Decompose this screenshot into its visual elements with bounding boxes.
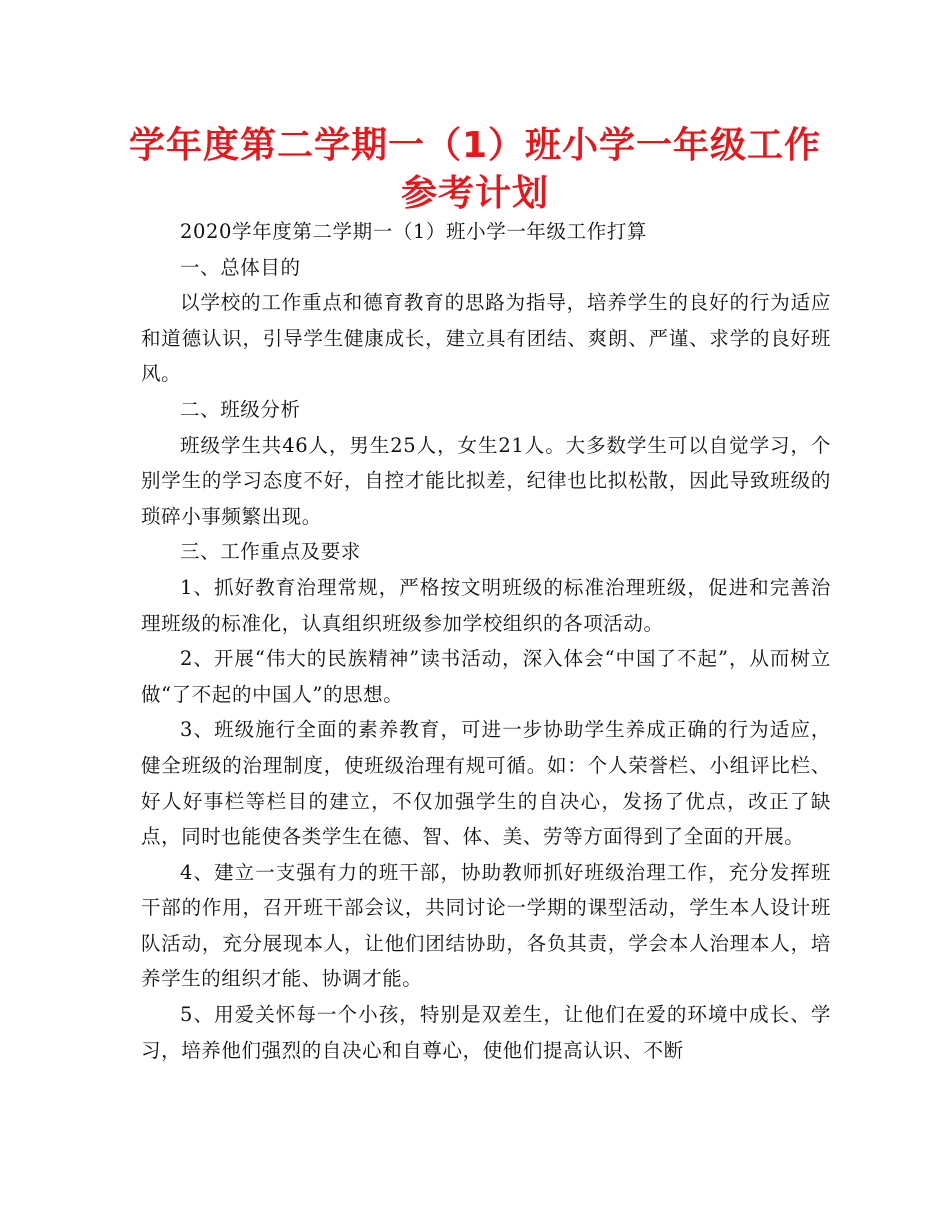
paragraph-goal: 以学校的工作重点和德育教育的思路为指导，培养学生的良好的行为适应和道德认识，引导学生健康成长，建立具有团结、爽朗、严谨、求学的良好班风。	[141, 291, 831, 386]
paragraph-item-4: 4、建立一支强有力的班干部，协助教师抓好班级治理工作，充分发挥班干部的作用，召开班干部会议，共同讨论一学期的课型活动，学生本人设计班队活动，充分展现本人，让他们团结协助，各负其责，学会本人治理本人，培养学生的组织才能、协调才能。	[141, 860, 831, 991]
paragraph-item-5: 5、用爱关怀每一个小孩，特别是双差生，让他们在爱的环境中成长、学习，培养他们强烈的自决心和自尊心，使他们提高认识、不断	[141, 1003, 831, 1062]
section-heading-focus: 三、工作重点及要求	[180, 540, 361, 564]
paragraph-item-1: 1、抓好教育治理常规，严格按文明班级的标准治理班级，促进和完善治理班级的标准化，认真组织班级参加学校组织的各项活动。	[141, 575, 831, 635]
section-heading-analysis: 二、班级分析	[180, 397, 301, 421]
document-title-line-1: 学年度第二学期一（1）班小学一年级工作	[128, 125, 822, 166]
plan-heading: 2020学年度第二学期一（1）班小学一年级工作打算	[180, 220, 648, 243]
paragraph-item-2: 2、开展“伟大的民族精神”读书活动，深入体会“中国了不起”，从而树立做“了不起的中国人”的思想。	[141, 647, 831, 706]
paragraph-item-3: 3、班级施行全面的素养教育，可进一步协助学生养成正确的行为适应，健全班级的治理制度，使班级治理有规可循。如：个人荣誉栏、小组评比栏、好人好事栏等栏目的建立，不仅加强学生的自决心，发扬了优点，改正了缺点，同时也能使各类学生在德、智、体、美、劳等方面得到了全面的开展。	[141, 718, 831, 849]
document-title-line-2: 参考计划	[400, 173, 549, 214]
paragraph-analysis: 班级学生共46人，男生25人，女生21人。大多数学生可以自觉学习，个别学生的学习态度不好，自控才能比拟差，纪律也比拟松散，因此导致班级的琐碎小事频繁出现。	[141, 433, 831, 528]
section-heading-goal: 一、总体目的	[180, 255, 301, 279]
document-body	[141, 214, 831, 1068]
